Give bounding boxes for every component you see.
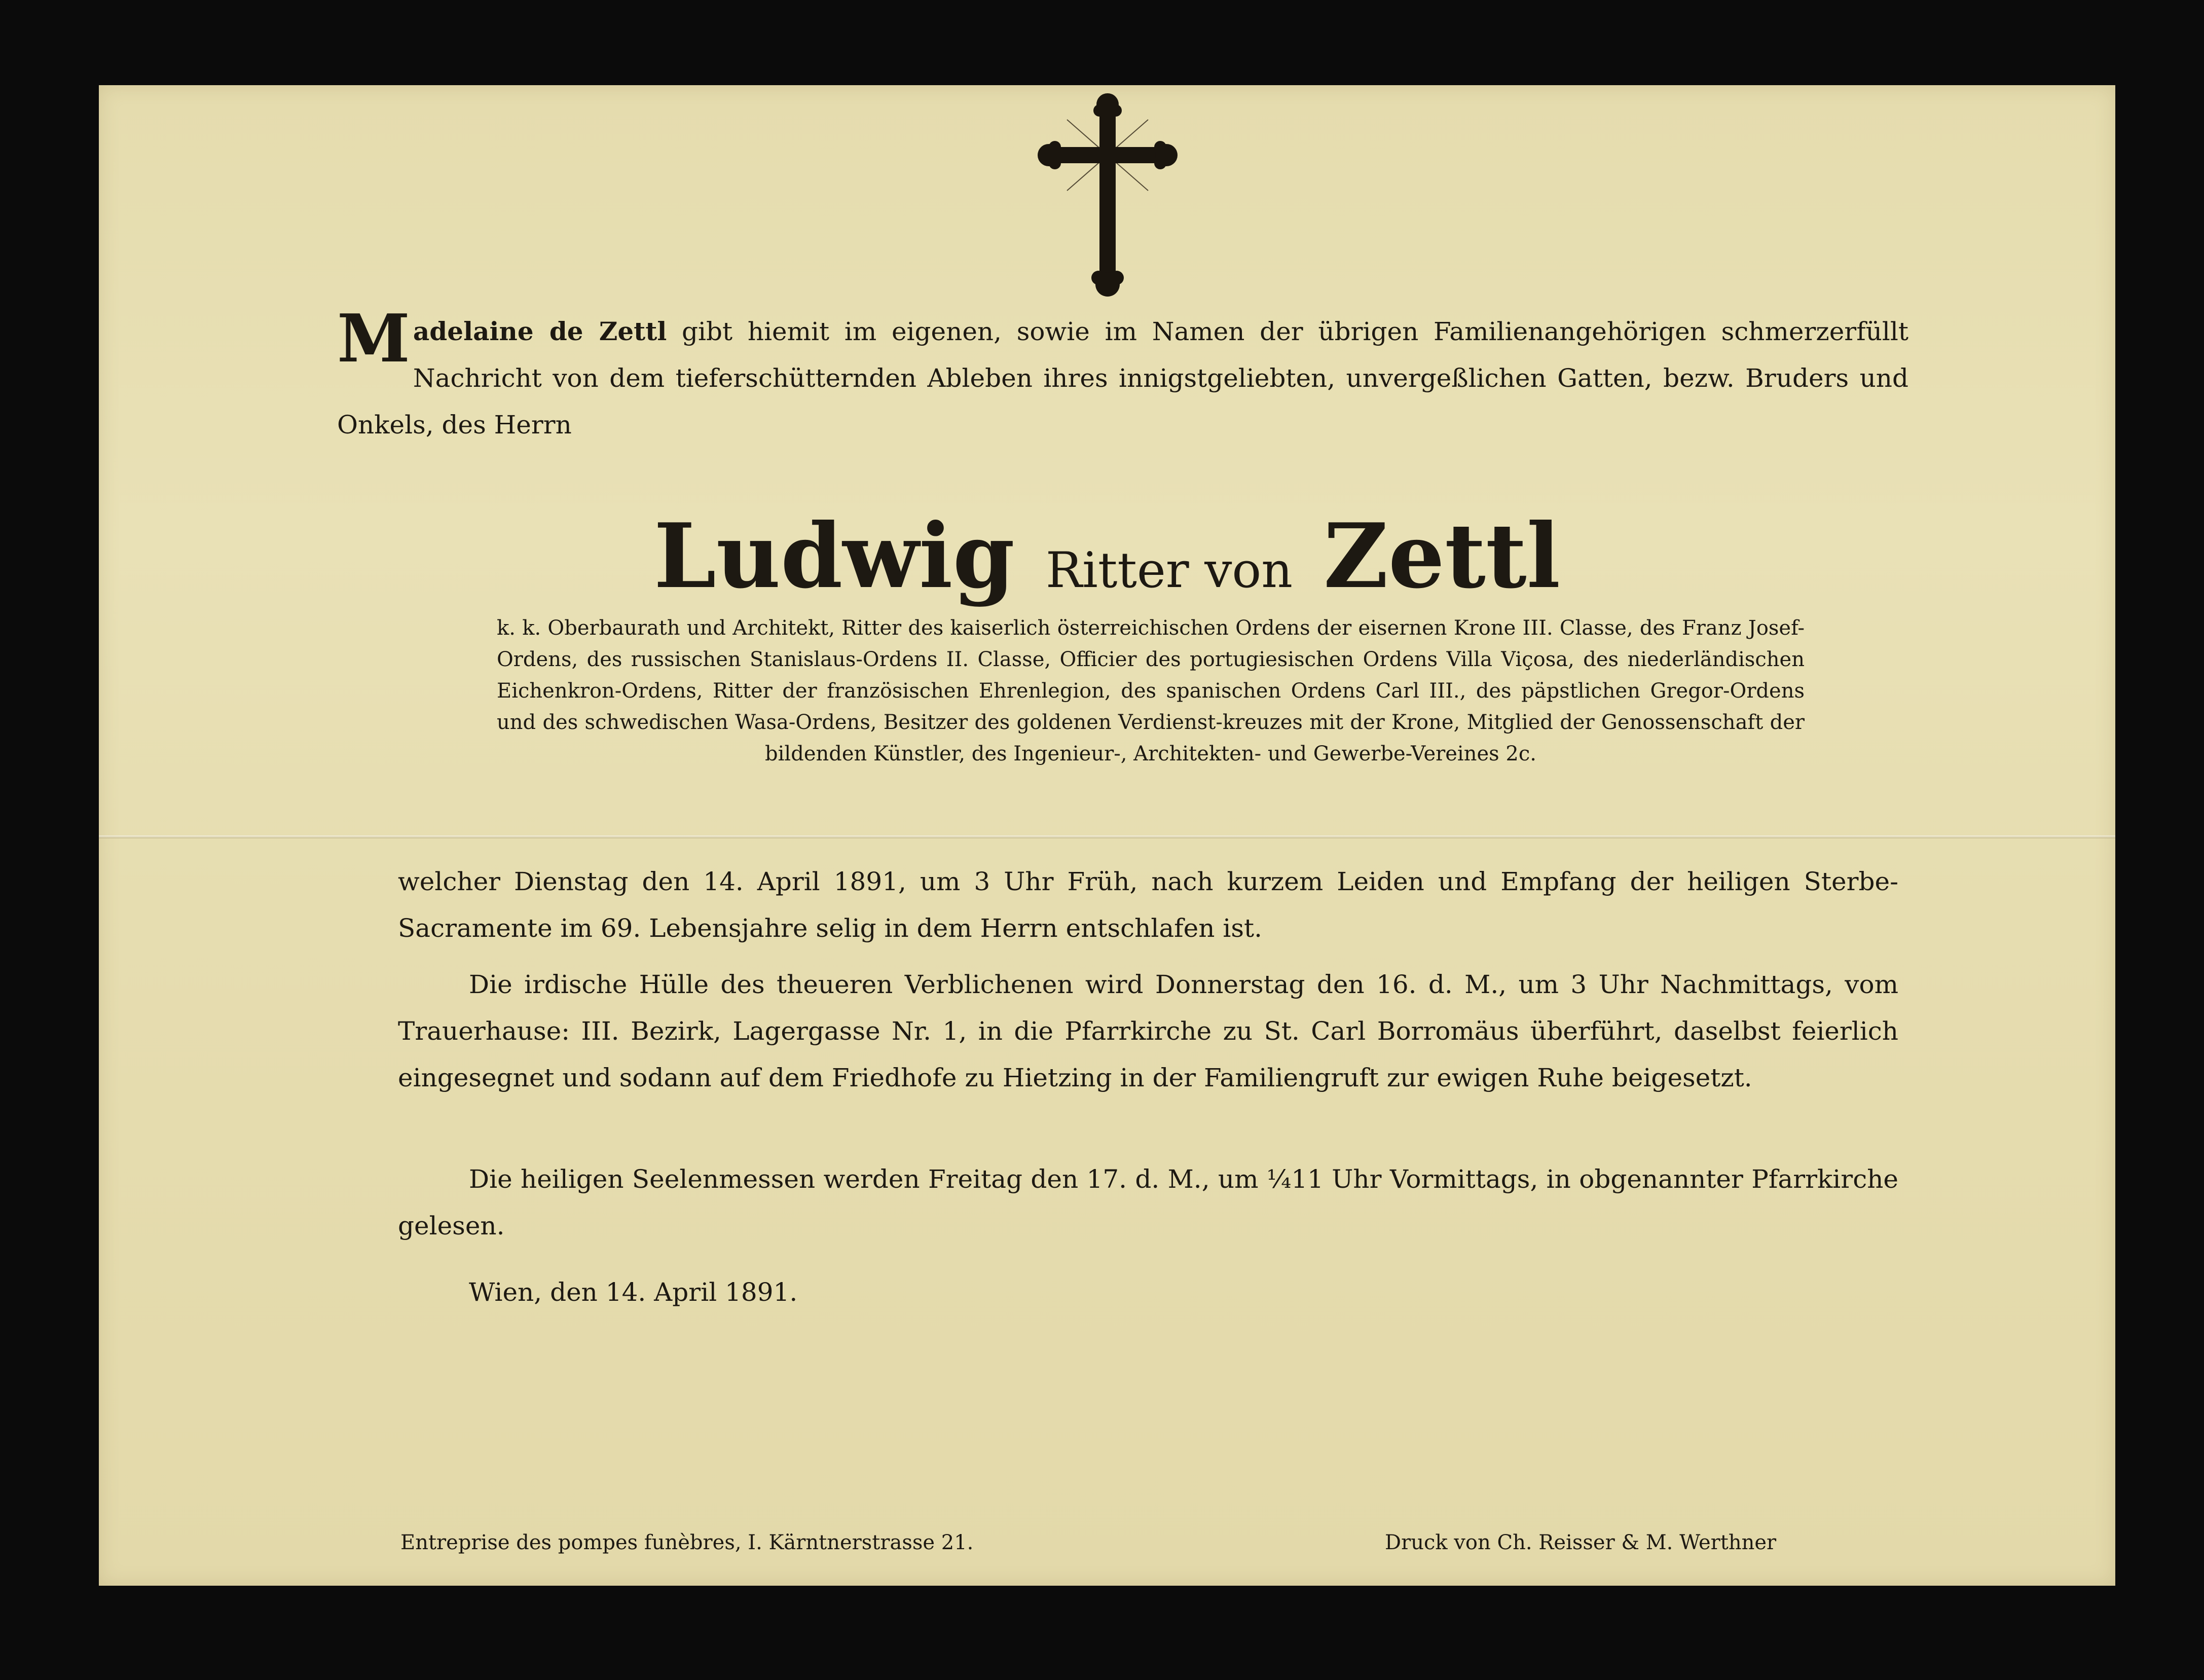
printer-imprint: Druck von Ch. Reisser & M. Werthner [1385, 1531, 1777, 1554]
deceased-surname: Zettl [1323, 504, 1561, 608]
deceased-first-name: Ludwig [653, 504, 1015, 608]
requiem-mass-paragraph: Die heiligen Seelenmessen werden Freitag den 17. d. M., um ¼11 Uhr Vormittags, in obgenannter Pfarrkirche gelesen. [398, 1164, 1898, 1240]
intro-paragraph [337, 300, 1908, 448]
ornamental-cross-icon [1037, 89, 1179, 302]
honours-list: k. k. Oberbaurath und Architekt, Ritter des kaiserlich österreichischen Ordens der eisernen Krone III. Classe, des Franz Josef-Ordens, des russischen Stanislaus-Ordens II. Classe, Officier des portugiesischen Ordens Villa Viçosa, des niederländischen Eichenkron-Ordens, Ritter der französischen Ehrenlegion, des spanischen Ordens Carl III., des päpstlichen Gregor-Ordens und des schwedischen Wasa-Ordens, Besitzer des goldenen Verdienst-kreuzes mit der Krone, Mitglied der Genossenschaft der bildenden Künstler, des Ingenieur-, Architekten- und Gewerbe-Vereines 2c. [497, 616, 1805, 765]
death-details-paragraph: welcher Dienstag den 14. April 1891, um 3 Uhr Früh, nach kurzem Leiden und Empfang der heiligen Sterbe-Sacramente im 69. Lebensjahre selig in dem Herrn entschlafen ist. [398, 867, 1898, 943]
death-notice-sheet [99, 85, 2115, 1586]
initial-letter: M [337, 300, 410, 377]
deceased-title: Ritter von [1045, 542, 1293, 599]
place-date-line: Wien, den 14. April 1891. [469, 1277, 798, 1307]
intro-text: gibt hiemit im eigenen, sowie im Namen der übrigen Familienangehörigen schmerzerfüllt Nachricht von dem tieferschütternden Ableben ihres innigstgeliebten, unvergeßlichen Gatten, bezw. Bruders und Onkels, des Herrn [337, 317, 1908, 440]
funeral-details-paragraph: Die irdische Hülle des theueren Verblichenen wird Donnerstag den 16. d. M., um 3 Uhr Nachmittags, vom Trauerhause: III. Bezirk, Lagergasse Nr. 1, in die Pfarrkirche zu St. Carl Borromäus überführt, daselbst feierlich eingesegnet und sodann auf dem Friedhofe zu Hietzing in der Familiengruft zur ewigen Ruhe beigesetzt. [398, 970, 1898, 1092]
widow-name: adelaine de Zettl [413, 316, 667, 346]
deceased-name-heading [99, 506, 2115, 621]
undertaker-imprint: Entreprise des pompes funèbres, I. Kärntnerstrasse 21. [400, 1531, 974, 1554]
paper-fold-line [99, 835, 2115, 838]
